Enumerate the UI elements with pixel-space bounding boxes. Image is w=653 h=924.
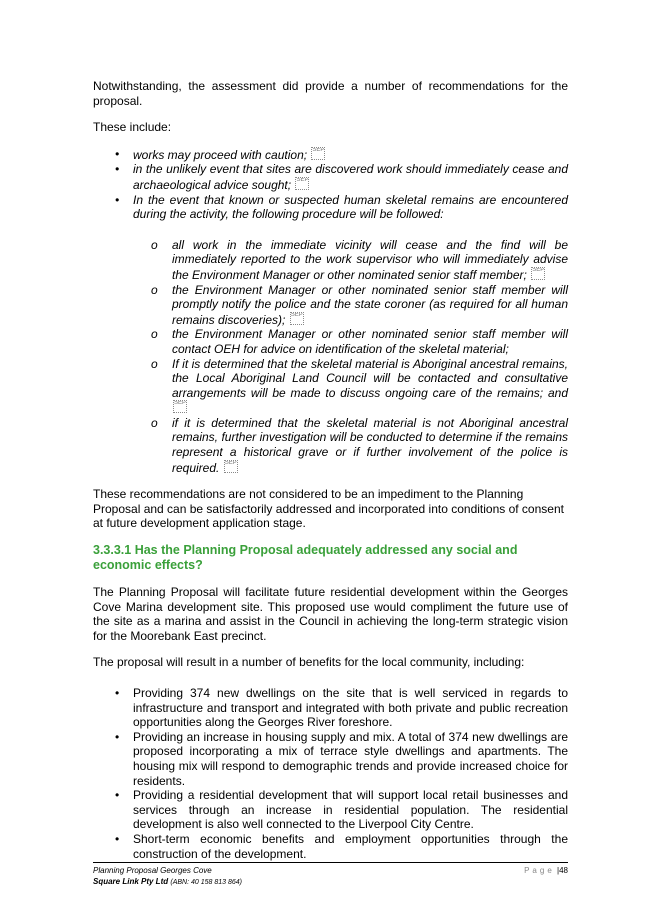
circle-bullet-icon: o [151, 282, 158, 297]
bullet-icon: • [115, 686, 120, 700]
circle-bullet-icon: o [151, 356, 158, 371]
list-item: • works may proceed with caution; SEP [115, 146, 325, 162]
list-item: • in the unlikely event that sites are discovered work should immediately cease and archaeological advice sought; SEP [115, 162, 568, 192]
sep-symbol-icon: SEP [295, 177, 309, 190]
footer-page [524, 865, 568, 876]
sep-symbol-icon: SEP [290, 312, 304, 325]
these-include-text: These include: [93, 120, 172, 135]
bullet-icon: • [115, 146, 120, 161]
circle-bullet-icon: o [151, 415, 158, 430]
circle-bullet-icon: o [151, 237, 158, 252]
list-item: o the Environment Manager or other nominated senior staff member will contact OEH for advice on identification of the skeletal material; [151, 327, 568, 356]
bullet-icon: • [115, 788, 120, 803]
list-item: • Providing 374 new dwellings on the site that is well serviced in regards to infrastructure and transport and integrated with both private and public recreation opportunities along the Georges River foreshore. [115, 686, 568, 730]
facilitate-paragraph: The Planning Proposal will facilitate future residential development within the Georges Cove Marina development site. This proposed use would compliment the future use of the site as a marina and assist in the Council in achieving the long-term strategic vision for the Moorebank East precinct. [93, 585, 568, 643]
benefits-intro: The proposal will result in a number of benefits for the local community, including: [93, 655, 525, 670]
procedure-list [93, 238, 568, 476]
footer-page-label: Page [524, 866, 555, 875]
page-content [93, 79, 568, 861]
sep-symbol-icon: SEP [224, 460, 238, 473]
bullet-icon: • [115, 162, 120, 177]
footer-divider [93, 862, 568, 863]
list-item: o If it is determined that the skeletal material is Aboriginal ancestral remains, the Local Aboriginal Land Council will be contacted and consultative arrangements will be made to discuss ongoing care of the remains; and SEP [93, 357, 568, 416]
sep-symbol-icon: SEP [531, 267, 545, 280]
sep-symbol-icon: SEP [311, 147, 325, 160]
list-item: • Providing a residential development that will support local retail businesses and services through an increase in residential population. The residential development is also well connected to the Liverpool City Centre. [115, 788, 568, 832]
bullet-icon: • [115, 192, 120, 207]
list-item: o if it is determined that the skeletal material is not Aboriginal ancestral remains, further investigation will be conducted to determine if the remains represent a historical grave or if further involvement of the police is required. SEP [151, 415, 568, 475]
footer-page-number: |48 [557, 866, 568, 875]
list-item: o all work in the immediate vicinity will cease and the find will be immediately reported to the work supervisor who will immediately advise the Environment Manager or other nominated senior staff member; SEP [151, 237, 568, 282]
benefits-list [93, 686, 568, 861]
sep-symbol-icon: SEP [173, 400, 187, 413]
list-item: • Providing an increase in housing supply and mix. A total of 374 new dwellings are proposed incorporating a mix of terrace style dwellings and apartments. The housing mix will respond to demographic trends and provide increased choice for residents. [115, 729, 568, 788]
footer-left [93, 865, 242, 888]
recommendations-list [93, 147, 568, 222]
circle-bullet-icon: o [151, 327, 158, 342]
section-heading: 3.3.3.1 Has the Planning Proposal adequately addressed any social and economic effects? [93, 543, 518, 573]
footer-abn: (ABN: 40 158 813 864) [170, 879, 242, 886]
intro-paragraph: Notwithstanding, the assessment did provide a number of recommendations for the proposal. [93, 79, 568, 108]
list-item: • In the event that known or suspected human skeletal remains are encountered during the activity, the following procedure will be followed: [115, 192, 568, 222]
list-item: • Short-term economic benefits and employment opportunities through the construction of the development. [115, 831, 568, 861]
list-item: o the Environment Manager or other nominated senior staff member will promptly notify the police and the state coroner (as required for all human remains discoveries); SEP [151, 282, 568, 327]
footer-company [93, 876, 242, 888]
bullet-icon: • [115, 831, 120, 846]
bullet-icon: • [115, 729, 120, 744]
recommendations-paragraph: These recommendations are not considered to be an impediment to the Planning Proposal and can be satisfactorily addressed and incorporated into conditions of consent at future development application stage. [93, 487, 564, 531]
footer-company-name: Square Link Pty Ltd [93, 877, 169, 886]
footer-doc-title: Planning Proposal Georges Cove [93, 866, 212, 875]
